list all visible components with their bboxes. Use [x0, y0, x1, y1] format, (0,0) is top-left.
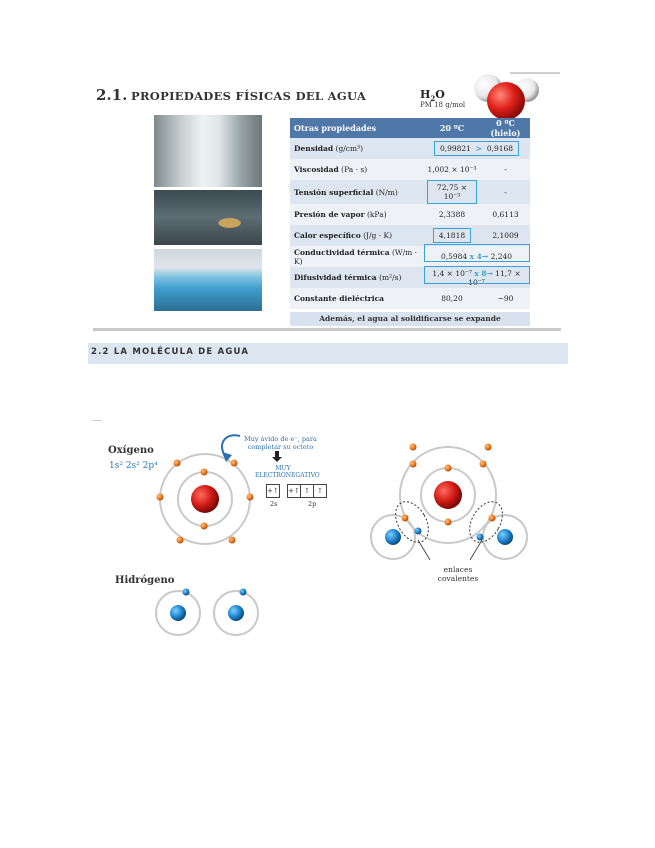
electron-icon: [489, 515, 496, 522]
octet-note: Muy ávido de e⁻, para completar su octeto: [244, 435, 317, 451]
property-name: Densidad: [294, 144, 334, 153]
electron-icon: [229, 537, 236, 544]
property-name: Viscosidad: [294, 165, 339, 174]
property-name: Calor específico: [294, 231, 361, 240]
electron-icon: [485, 444, 492, 451]
property-unit: (W/m · K): [294, 247, 418, 266]
orbital-2s-box: +↑: [266, 484, 280, 498]
nucleus-icon: [434, 481, 462, 509]
electron-icon: [410, 461, 417, 468]
value-20c: 72,75 × 10⁻³: [427, 180, 477, 204]
section-title: PROPIEDADES FÍSICAS DEL AGUA: [131, 89, 367, 103]
hydrogen-atom-diagram: [156, 589, 200, 636]
electron-icon: [231, 460, 238, 467]
property-unit: (J/g · K): [363, 231, 393, 240]
molar-mass: PM 18 g/mol: [420, 101, 466, 109]
water-molecule-diagram: [371, 444, 527, 561]
electron-icon: [402, 515, 409, 522]
nucleus-icon: [191, 485, 219, 513]
electron-icon: [174, 460, 181, 467]
table-row: Difusividad térmica (m²/s) 1,4 × 10⁻⁷ x 8→ 11,7 × 10⁻⁷: [290, 267, 530, 288]
value-0c: 0,6113: [481, 204, 530, 225]
electron-icon: [415, 528, 422, 535]
electronegativity-note: MUY ELECTRONEGATIVO: [255, 465, 320, 479]
hydrogen-label: Hidrógeno: [115, 575, 175, 586]
hydrogen-atom-diagram: [214, 589, 258, 636]
property-unit: (N/m): [375, 187, 398, 197]
pointer-line: [470, 540, 482, 560]
value-0c: 2,240: [490, 252, 513, 261]
value-20c: 2,3388: [423, 204, 481, 225]
section-title: 2.2 LA MOLÉCULA DE AGUA: [91, 347, 250, 357]
ratio-arrow: x 4: [469, 252, 482, 261]
value-0c: -: [481, 159, 530, 180]
section-number: 2.1.: [96, 86, 128, 104]
nucleus-icon: [228, 605, 244, 621]
value-20c: 1,002 × 10⁻³: [423, 159, 481, 180]
orbital-2s-label: 2s: [270, 500, 278, 508]
electron-icon: [247, 494, 254, 501]
electron-icon: [410, 444, 417, 451]
table-row: Conductividad térmica (W/m · K) 0,5984 x 4→ 2,240: [290, 246, 530, 267]
ratio-arrow: x 8: [474, 268, 487, 278]
value-0c: 11,7 × 10⁻⁷: [468, 268, 521, 287]
electron-icon: [240, 589, 247, 596]
electron-icon: [201, 469, 208, 476]
oxygen-atom-diagram: [157, 435, 283, 544]
property-name: Tensión superficial: [294, 187, 374, 197]
property-name: Difusividad térmica: [294, 273, 377, 282]
comparison-symbol: >: [475, 144, 483, 153]
property-name: Constante dieléctrica: [294, 294, 385, 303]
electron-icon: [477, 534, 484, 541]
property-name: Presión de vapor: [294, 210, 365, 219]
water-formula: $H_2O$: [420, 88, 445, 104]
electron-icon: [157, 494, 164, 501]
value-20c: 80,20: [423, 288, 481, 309]
table-header: Otras propiedades: [290, 118, 423, 138]
pointer-line: [418, 540, 430, 560]
value-0c: 0,9168: [486, 144, 514, 153]
property-unit: (m²/s): [379, 273, 402, 282]
oxygen-label: Oxígeno: [108, 445, 154, 456]
covalent-bonds-label: enlaces covalentes: [437, 565, 479, 583]
table-header: 0 ºC (hielo): [481, 118, 530, 138]
table-footer-note: Además, el agua al solidificarse se expande: [290, 312, 530, 326]
down-arrow-icon: [272, 457, 282, 462]
nucleus-icon: [385, 529, 401, 545]
property-unit: (Pa · s): [341, 165, 368, 174]
property-name: Conductividad térmica: [294, 247, 390, 257]
value-20c: 4,1818: [433, 228, 471, 243]
value-20c: 1,4 × 10⁻⁷: [432, 268, 472, 278]
electron-icon: [201, 523, 208, 530]
value-0c: ~90: [481, 288, 530, 309]
property-unit: (g/cm³): [335, 144, 364, 153]
electron-icon: [480, 461, 487, 468]
value-0c: 2,1009: [481, 225, 530, 246]
property-unit: (kPa): [366, 210, 387, 219]
table-header: 20 ºC: [423, 118, 481, 138]
electron-configuration: 1s² 2s² 2p⁴: [109, 461, 158, 471]
value-20c: 0,99821: [439, 144, 471, 153]
electron-icon: [445, 465, 452, 472]
nucleus-icon: [497, 529, 513, 545]
orbital-2p-label: 2p: [308, 500, 317, 508]
electron-icon: [183, 589, 190, 596]
value-20c: 0,5984: [440, 252, 468, 261]
electron-icon: [445, 519, 452, 526]
value-0c: -: [481, 180, 530, 204]
electron-icon: [177, 537, 184, 544]
orbital-2p-box: +↑ ↑ ↑: [287, 484, 327, 498]
nucleus-icon: [170, 605, 186, 621]
